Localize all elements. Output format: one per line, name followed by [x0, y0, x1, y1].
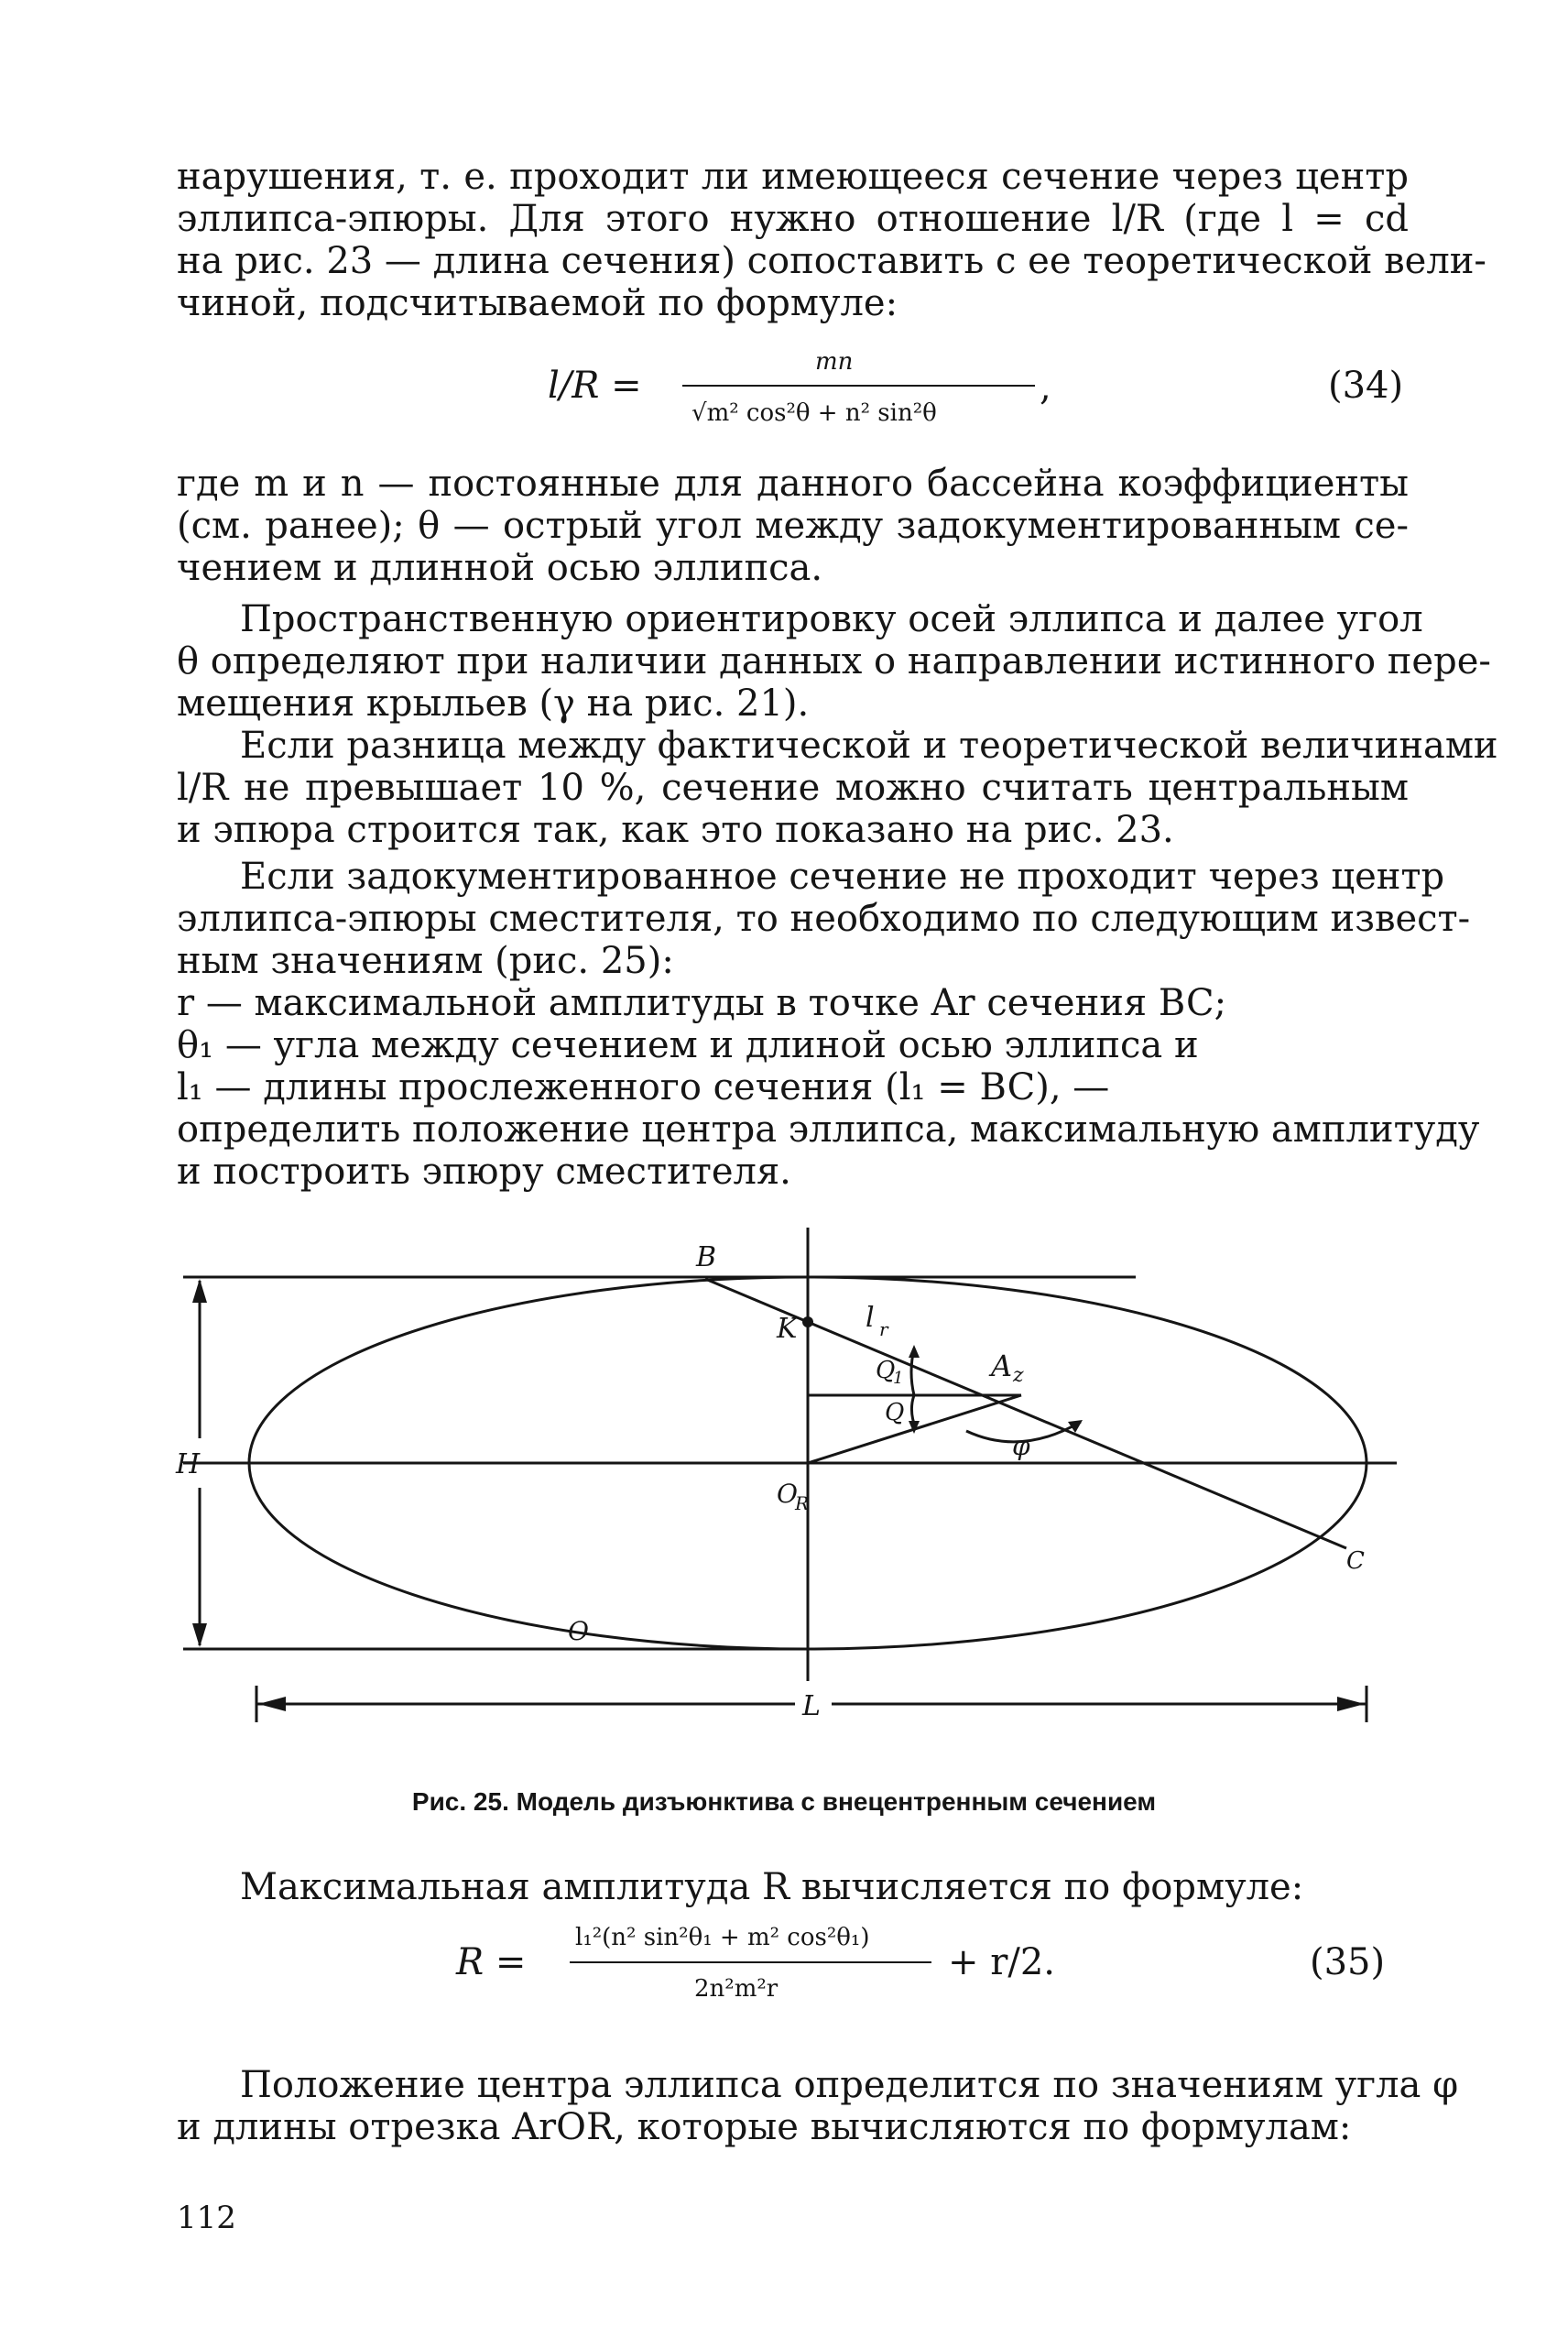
- text-line: r — максимальной амплитуды в точке Ar сечения BC;: [177, 982, 1227, 1024]
- text-line: где m и n — постоянные для данного бассейна коэффициенты: [177, 463, 1409, 505]
- label-l-sub: r: [879, 1318, 888, 1340]
- page-number: 112: [177, 2200, 236, 2236]
- text-line: Если разница между фактической и теоретической величинами: [240, 725, 1498, 767]
- label-l: l: [866, 1302, 875, 1334]
- eq34-comma: ,: [1040, 366, 1051, 409]
- eq34-lhs: l/R =: [548, 365, 642, 407]
- label-k: K: [777, 1313, 798, 1345]
- label-o: O: [568, 1616, 589, 1646]
- text-line: l₁ — длины прослеженного сечения (l₁ = BC), —: [177, 1066, 1110, 1108]
- label-or-sub: R: [795, 1492, 810, 1514]
- eq35-tail: + r/2.: [948, 1941, 1055, 1983]
- eq35-fraction-bar: [570, 1961, 931, 1963]
- eq35-number: (35): [1310, 1941, 1386, 1983]
- point-k: [802, 1316, 813, 1327]
- eq34-number: (34): [1328, 365, 1404, 407]
- label-c: C: [1346, 1547, 1365, 1575]
- text-line: ным значениям (рис. 25):: [177, 940, 674, 982]
- text-line: Положение центра эллипса определится по значениям угла φ: [240, 2064, 1459, 2106]
- eq34-fraction-bar: [682, 385, 1035, 387]
- eq34-denominator: √m² cos²θ + n² sin²θ: [691, 399, 937, 427]
- label-or: O: [777, 1479, 798, 1509]
- text-line: и длины отрезка ArOR, которые вычисляются по формулам:: [177, 2106, 1352, 2148]
- text-line: (см. ранее); θ — острый угол между задокументированным се-: [177, 505, 1409, 547]
- figure-caption: Рис. 25. Модель дизъюнктива с внецентренным сечением: [411, 1787, 1157, 1816]
- text-line: Максимальная амплитуда R вычисляется по формуле:: [240, 1866, 1304, 1908]
- text-line: на рис. 23 — длина сечения) сопоставить с ее теоретической вели-: [177, 240, 1486, 282]
- text-line: чением и длинной осью эллипса.: [177, 547, 823, 589]
- text-line: чиной, подсчитываемой по формуле:: [177, 282, 898, 324]
- eq35-denominator: 2n²m²r: [694, 1975, 779, 2003]
- label-phi: φ: [1012, 1431, 1030, 1461]
- text-line: эллипса-эпюры. Для этого нужно отношение l/R (где l = cd: [177, 198, 1409, 240]
- text-line: эллипса-эпюры сместителя, то необходимо по следующим извест-: [177, 898, 1471, 940]
- label-h: H: [176, 1448, 201, 1480]
- figure-25-diagram: [165, 1228, 1410, 1759]
- label-q: Q: [885, 1399, 905, 1426]
- text-line: и эпюра строится так, как это показано на рис. 23.: [177, 809, 1174, 851]
- label-q1: Q: [876, 1357, 896, 1384]
- text-line: Если задокументированное сечение не проходит через центр: [240, 856, 1445, 898]
- text-line: Пространственную ориентировку осей эллипса и далее угол: [240, 598, 1423, 640]
- label-q1-sub: 1: [893, 1369, 904, 1388]
- label-l-dimension: L: [802, 1690, 821, 1722]
- label-az: A: [991, 1349, 1013, 1383]
- text-line: и построить эпюру сместителя.: [177, 1151, 791, 1193]
- text-line: θ₁ — угла между сечением и длиной осью эллипса и: [177, 1024, 1199, 1066]
- eq35-lhs: R =: [456, 1941, 527, 1983]
- label-az-sub: z: [1013, 1364, 1024, 1387]
- text-line: нарушения, т. е. проходит ли имеющееся сечение через центр: [177, 156, 1409, 198]
- eq34-numerator: mn: [815, 348, 854, 376]
- eq35-numerator: l₁²(n² sin²θ₁ + m² cos²θ₁): [575, 1924, 870, 1951]
- text-line: определить положение центра эллипса, максимальную амплитуду: [177, 1108, 1480, 1151]
- text-line: θ определяют при наличии данных о направлении истинного пере-: [177, 640, 1491, 683]
- label-b: B: [696, 1241, 717, 1273]
- text-line: l/R не превышает 10 %, сечение можно считать центральным: [177, 767, 1409, 809]
- text-line: мещения крыльев (γ на рис. 21).: [177, 683, 810, 725]
